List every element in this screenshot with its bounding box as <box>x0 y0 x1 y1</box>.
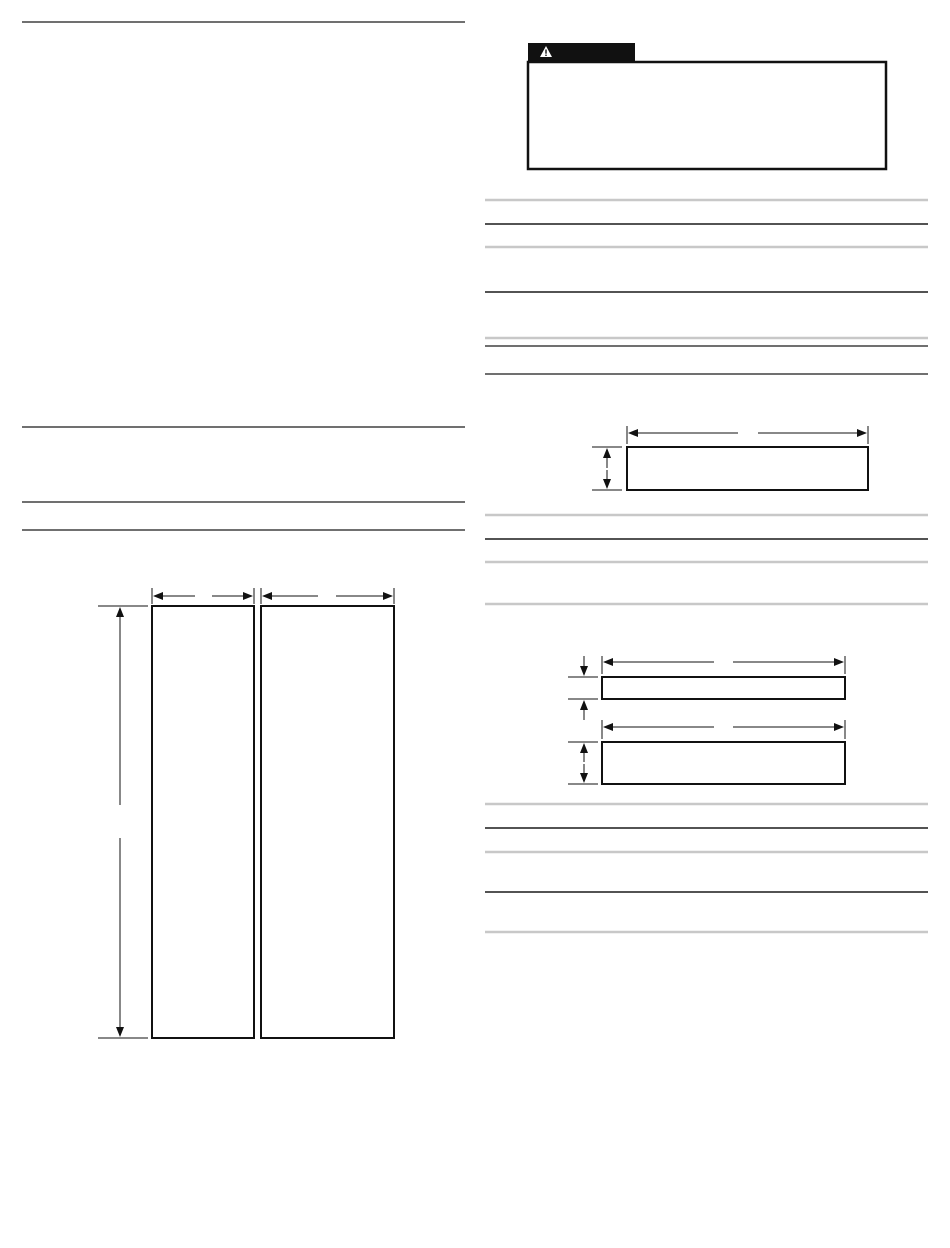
table-3 <box>485 804 928 932</box>
warning-box <box>528 43 886 169</box>
door-panels-diagram <box>98 588 394 1038</box>
top-strip-panel <box>602 677 845 699</box>
right-column <box>485 43 928 932</box>
two-strip-diagram <box>568 656 845 784</box>
right-door-panel <box>261 606 394 1038</box>
table-2 <box>485 515 928 604</box>
warning-frame <box>528 62 886 169</box>
left-column <box>22 22 465 1038</box>
bottom-strip-panel <box>602 742 845 784</box>
table-1 <box>485 200 928 338</box>
single-panel <box>627 447 868 490</box>
left-door-panel <box>152 606 254 1038</box>
single-panel-diagram <box>592 426 868 490</box>
